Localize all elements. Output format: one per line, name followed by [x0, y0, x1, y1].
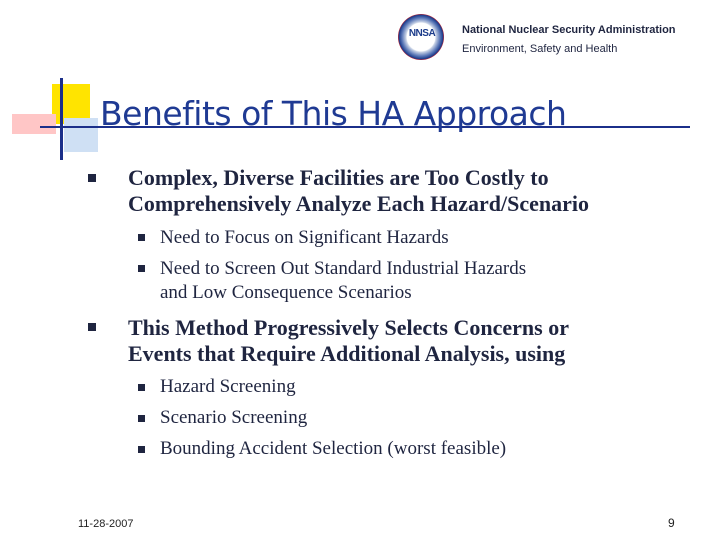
footer-date: 11-28-2007 [78, 518, 134, 530]
sub-bullet-square-icon [138, 446, 145, 453]
sub-bullet-1-2-line-1: Need to Screen Out Standard Industrial Hazards [160, 258, 527, 279]
decor-pink-block [12, 114, 56, 134]
decor-blue-block [64, 118, 98, 152]
bullet-1-line-2: Comprehensively Analyze Each Hazard/Scenario [128, 191, 589, 216]
sub-bullet-1-1: Need to Focus on Significant Hazards [160, 227, 449, 248]
sub-bullet-2-1: Hazard Screening [160, 376, 296, 397]
decor-vertical-rule [60, 78, 63, 160]
sub-bullet-square-icon [138, 234, 145, 241]
bullet-1-line-1: Complex, Diverse Facilities are Too Costly to [128, 165, 549, 190]
org-name: National Nuclear Security Administration [462, 24, 676, 36]
sub-bullet-2-3: Bounding Accident Selection (worst feasible) [160, 438, 507, 459]
sub-bullet-1-2-line-2: and Low Consequence Scenarios [160, 282, 412, 303]
org-subtitle: Environment, Safety and Health [462, 43, 618, 55]
sub-bullet-square-icon [138, 415, 145, 422]
sub-bullet-square-icon [138, 265, 145, 272]
bullet-square-icon [88, 174, 96, 182]
bullet-2-line-2: Events that Require Additional Analysis, using [128, 341, 566, 366]
page-number: 9 [668, 516, 675, 530]
bullet-2-line-1: This Method Progressively Selects Concerns or [128, 315, 569, 340]
sub-bullet-square-icon [138, 384, 145, 391]
bullet-square-icon [88, 323, 96, 331]
slide-title: Benefits of This HA Approach [100, 94, 567, 133]
sub-bullet-2-2: Scenario Screening [160, 407, 308, 428]
nnsa-logo-text: NNSA [408, 28, 436, 39]
